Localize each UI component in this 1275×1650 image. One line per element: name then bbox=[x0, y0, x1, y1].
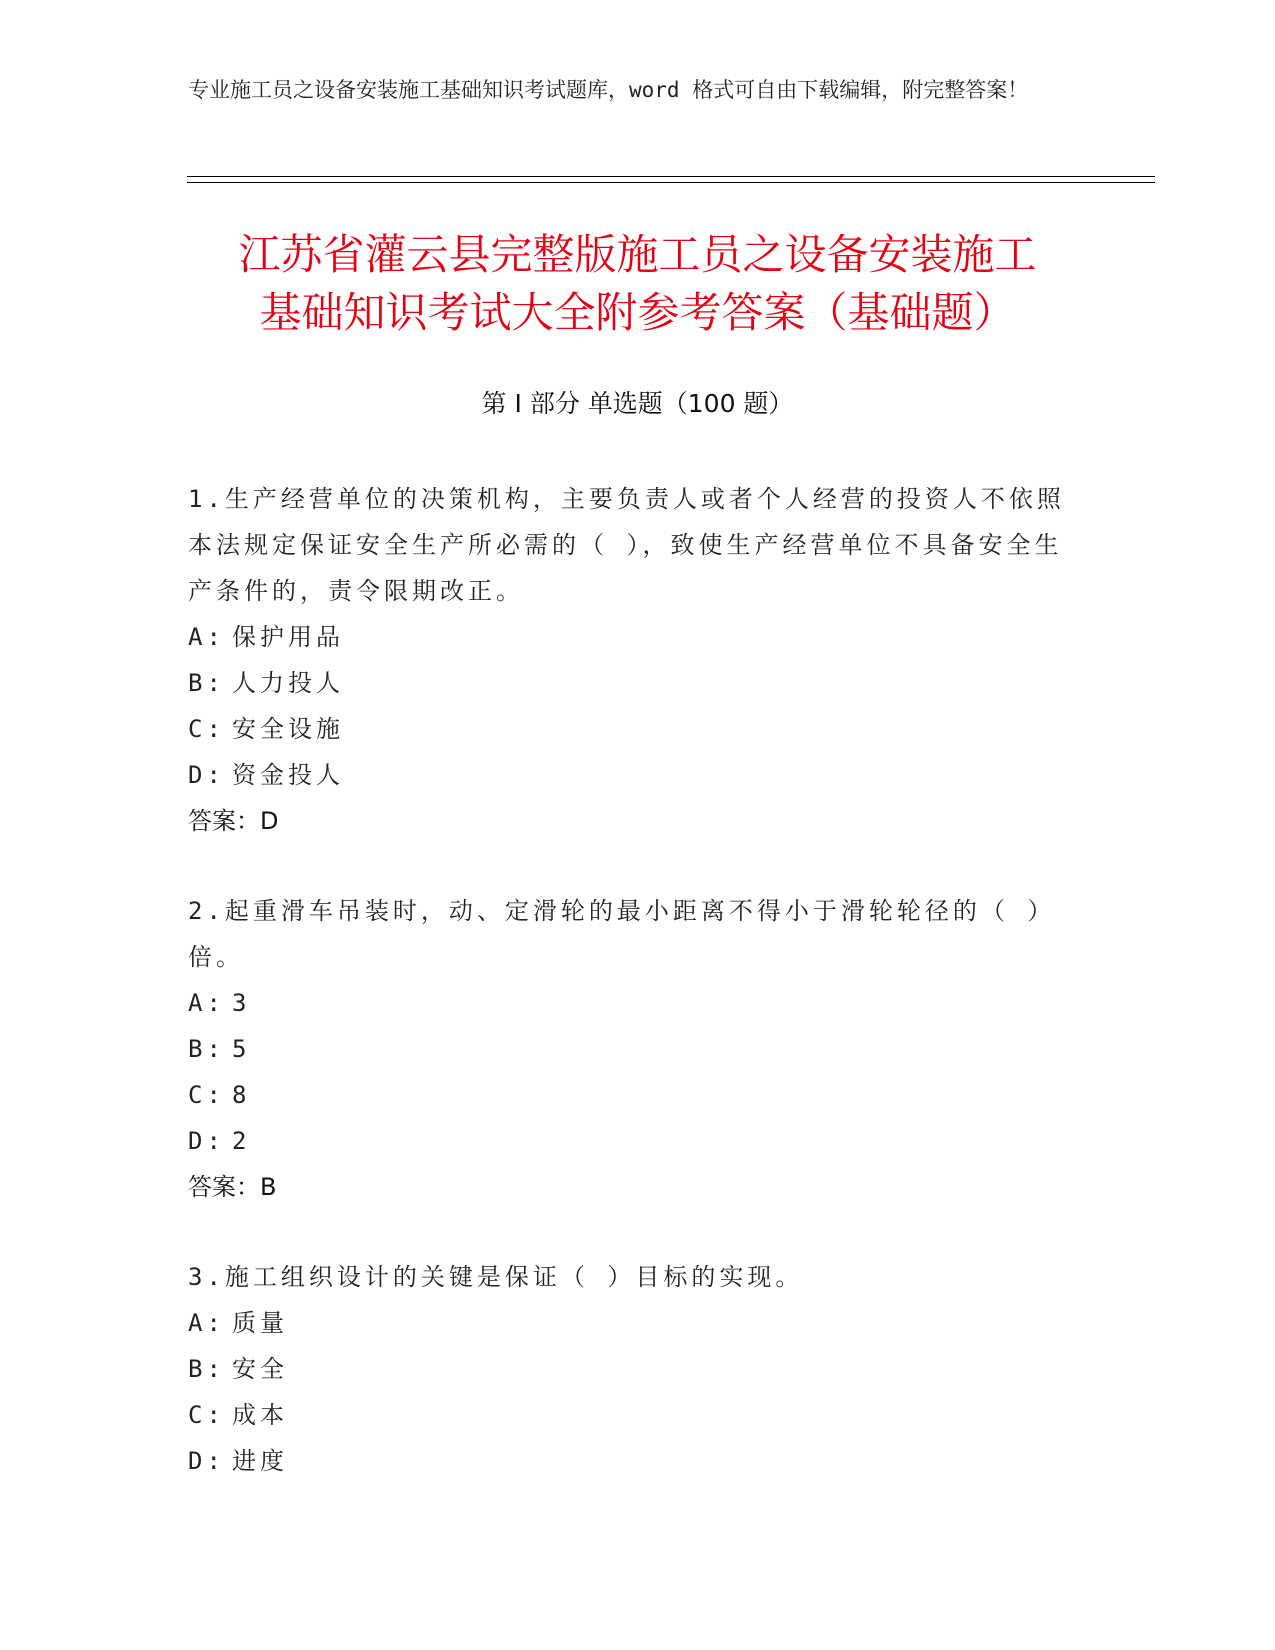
document-title bbox=[180, 226, 1095, 342]
answer-line: 答案：B bbox=[188, 1173, 277, 1201]
option-letter: D: bbox=[188, 1127, 225, 1155]
option-text: 5 bbox=[232, 1035, 251, 1063]
option-text: 人力投人 bbox=[232, 669, 344, 697]
option-text: 2 bbox=[232, 1127, 251, 1155]
option-letter: D: bbox=[188, 1447, 225, 1475]
question-3 bbox=[188, 1254, 1088, 1484]
option-text: 质量 bbox=[232, 1309, 288, 1337]
option-b bbox=[188, 1026, 1088, 1072]
option-d bbox=[188, 752, 1088, 798]
option-text: 8 bbox=[232, 1081, 251, 1109]
option-a bbox=[188, 980, 1088, 1026]
question-text: 2.起重滑车吊装时，动、定滑轮的最小距离不得小于滑轮轮径的（ ）倍。 bbox=[188, 897, 1056, 971]
option-c bbox=[188, 1392, 1088, 1438]
option-letter: A: bbox=[188, 1309, 225, 1337]
title-line-1: 江苏省灌云县完整版施工员之设备安装施工 bbox=[238, 230, 1037, 279]
option-a bbox=[188, 1300, 1088, 1346]
section-heading: 第 I 部分 单选题（100 题） bbox=[481, 389, 794, 418]
option-letter: B: bbox=[188, 669, 225, 697]
option-d bbox=[188, 1118, 1088, 1164]
option-c bbox=[188, 706, 1088, 752]
option-letter: C: bbox=[188, 1081, 225, 1109]
option-text: 成本 bbox=[232, 1401, 288, 1429]
option-text: 安全设施 bbox=[232, 715, 344, 743]
option-text: 保护用品 bbox=[232, 623, 344, 651]
question-list bbox=[188, 476, 1088, 1484]
option-letter: A: bbox=[188, 623, 225, 651]
option-letter: C: bbox=[188, 1401, 225, 1429]
option-text: 资金投人 bbox=[232, 761, 344, 789]
option-text: 进度 bbox=[232, 1447, 288, 1475]
header-note: 专业施工员之设备安装施工基础知识考试题库，word 格式可自由下载编辑，附完整答案！ bbox=[188, 78, 1029, 102]
option-b bbox=[188, 1346, 1088, 1392]
option-a bbox=[188, 614, 1088, 660]
option-text: 3 bbox=[232, 989, 251, 1017]
option-c bbox=[188, 1072, 1088, 1118]
option-letter: A: bbox=[188, 989, 225, 1017]
option-b bbox=[188, 660, 1088, 706]
option-letter: B: bbox=[188, 1355, 225, 1383]
header-rule-top bbox=[187, 176, 1155, 177]
option-text: 安全 bbox=[232, 1355, 288, 1383]
question-text: 3.施工组织设计的关键是保证（ ）目标的实现。 bbox=[188, 1263, 804, 1291]
option-letter: B: bbox=[188, 1035, 225, 1063]
question-1 bbox=[188, 476, 1088, 844]
question-2 bbox=[188, 888, 1088, 1210]
question-text: 1.生产经营单位的决策机构，主要负责人或者个人经营的投资人不依照本法规定保证安全生产所必需的（ ），致使生产经营单位不具备安全生产条件的，责令限期改正。 bbox=[188, 485, 1065, 605]
title-line-2: 基础知识考试大全附参考答案（基础题） bbox=[259, 288, 1016, 337]
answer-line: 答案：D bbox=[188, 807, 279, 835]
header-rule-bottom bbox=[187, 182, 1155, 183]
option-letter: C: bbox=[188, 715, 225, 743]
option-d bbox=[188, 1438, 1088, 1484]
option-letter: D: bbox=[188, 761, 225, 789]
